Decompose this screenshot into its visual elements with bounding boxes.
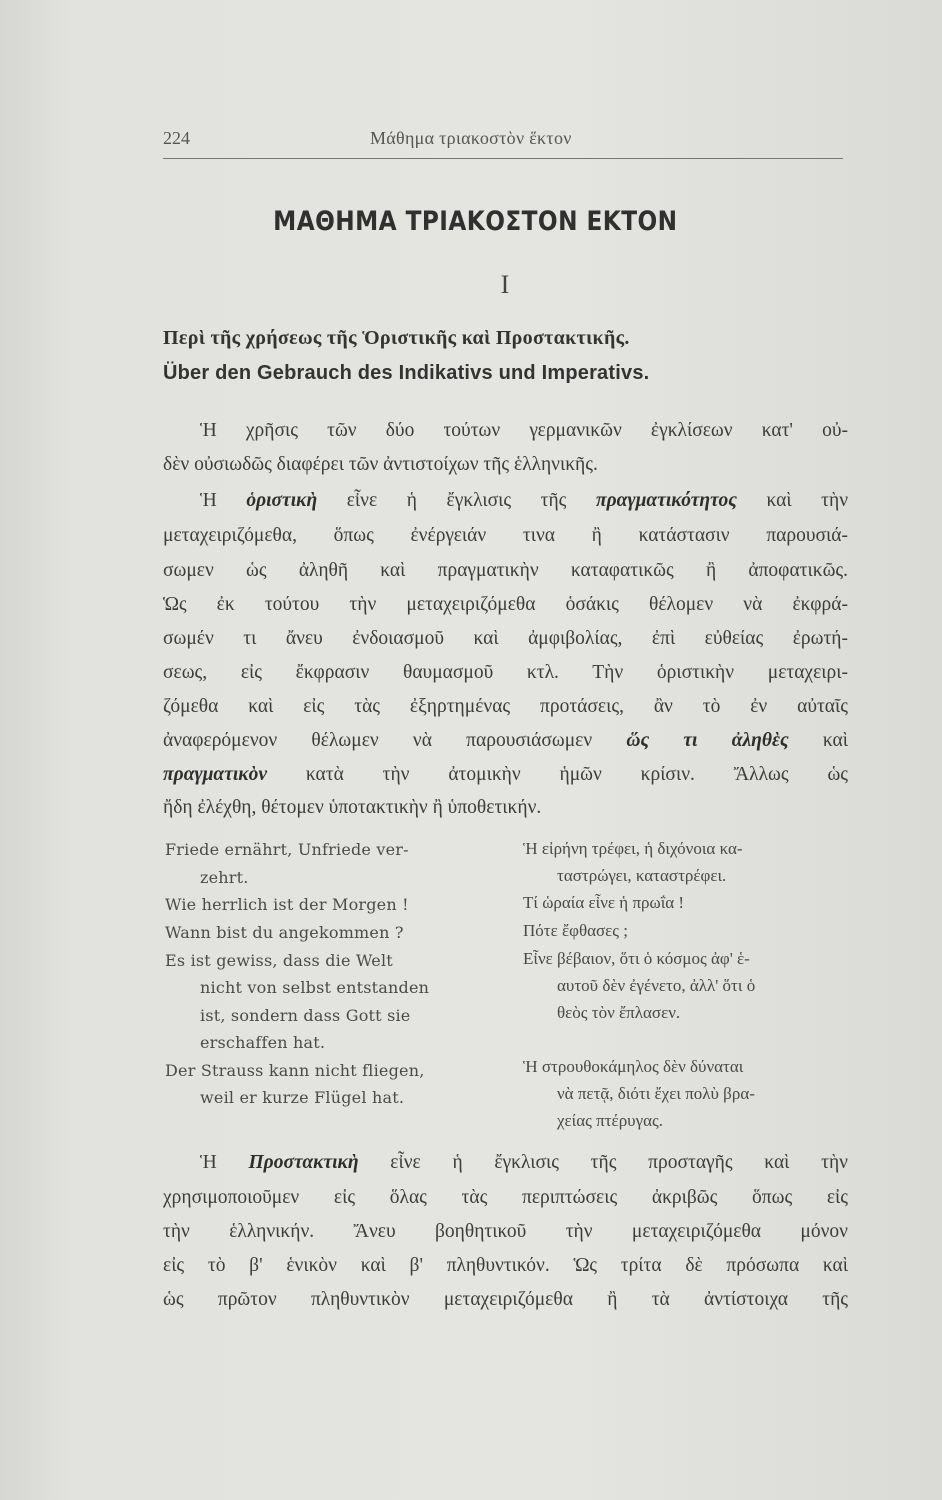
text-line	[200, 490, 848, 512]
subheading-german: Über den Gebrauch des Indikativs und Imperativs.	[163, 362, 650, 384]
subheading-greek: Περὶ τῆς χρήσεως τῆς Ὁριστικῆς καὶ Προστακτικῆς.	[163, 327, 630, 349]
example-german-line: ist, sondern dass Gott sie	[200, 1006, 411, 1025]
example-german-line: erschaffen hat.	[200, 1033, 326, 1052]
text-line: Ἡ χρῆσις τῶν δύο τούτων γερμανικῶν ἐγκλίσεων κατ' οὐ-	[200, 420, 848, 441]
text-line: δὲν οὐσιωδῶς διαφέρει τῶν ἀντιστοίχων τῆς ἑλληνικῆς.	[163, 454, 598, 475]
example-greek-line: Ἡ στρουθοκάμηλος δὲν δύναται	[523, 1057, 744, 1076]
text-line: τὴν ἑλληνικήν. Ἄνευ βοηθητικοῦ τὴν μεταχειριζόμεθα μόνον	[163, 1221, 848, 1242]
example-greek-line: Πότε ἔφθασες ;	[523, 921, 629, 940]
text-line: εἰς τὸ β' ἑνικὸν καὶ β' πληθυντικόν. Ὡς τρίτα δὲ πρόσωπα καὶ	[163, 1255, 848, 1276]
example-german-line: zehrt.	[200, 868, 249, 887]
text-line	[163, 764, 848, 786]
text-line	[200, 1152, 848, 1174]
example-german-line: Friede ernährt, Unfriede ver-	[165, 840, 409, 859]
example-greek-line: Ἡ εἰρήνη τρέφει, ἡ διχόνοια κα-	[523, 839, 743, 858]
text-run: καὶ	[788, 730, 849, 751]
text-line: μεταχειριζόμεθα, ὅπως ἐνέργειάν τινα ἢ κατάστασιν παρουσιά-	[163, 525, 848, 546]
text-line: σωμέν τι ἄνευ ἐνδοιασμοῦ καὶ ἀμφιβολίας, ἐπὶ εὐθείας ἐρωτή-	[163, 628, 848, 649]
example-greek-line: Εἶνε βέβαιον, ὅτι ὁ κόσμος ἀφ' ἑ-	[523, 949, 750, 968]
example-german-line: Wie herrlich ist der Morgen !	[165, 895, 409, 914]
page-number: 224	[163, 128, 190, 148]
text-run: Ἡ	[200, 1152, 249, 1173]
example-german-line: weil er kurze Flügel hat.	[200, 1088, 405, 1107]
text-run: εἶνε ἡ ἔγκλισις τῆς προσταγῆς καὶ τὴν	[358, 1152, 848, 1173]
text-run: κατὰ τὴν ἀτομικὴν ἡμῶν κρίσιν. Ἄλλως ὡς	[267, 764, 848, 785]
example-greek-line: χείας πτέρυγας.	[557, 1111, 664, 1130]
example-german-line: Der Strauss kann nicht fliegen,	[165, 1061, 425, 1080]
example-greek-line: ταστρώγει, καταστρέφει.	[557, 866, 727, 885]
term-oristiki: ὁριστικὴ	[246, 490, 318, 511]
text-line: ὡς πρῶτον πληθυντικὸν μεταχειριζόμεθα ἢ τὰ ἀντίστοιχα τῆς	[163, 1289, 848, 1310]
running-header	[163, 128, 843, 159]
text-line: ἤδη ἐλέχθη, θέτομεν ὑποτακτικὴν ἢ ὑποθετικήν.	[163, 797, 542, 818]
text-line: σωμεν ὡς ἀληθῆ καὶ πραγματικὴν καταφατικῶς ἢ ἀποφατικῶς.	[163, 560, 848, 581]
example-german-line: Es ist gewiss, dass die Welt	[165, 951, 393, 970]
example-german-line: Wann bist du angekommen ?	[165, 923, 404, 942]
chapter-title: ΜΑΘΗΜΑ ΤΡΙΑΚΟΣΤΟΝ ΕΚΤΟΝ	[273, 206, 678, 237]
text-run: καὶ τὴν	[736, 490, 849, 511]
term-pragmatikotitos: πραγματικότητος	[595, 490, 737, 511]
example-greek-line: νὰ πετᾷ, διότι ἔχει πολὺ βρα-	[557, 1084, 755, 1103]
example-greek-line: Τί ὡραία εἶνε ἡ πρωΐα !	[523, 893, 685, 912]
term-pragmatikon: πραγματικὸν	[163, 764, 268, 785]
example-greek-line: αυτοῦ δὲν ἐγένετο, ἀλλ' ὅτι ὁ	[557, 976, 756, 995]
section-number: I	[500, 270, 510, 299]
text-run: Ἡ	[200, 490, 247, 511]
example-greek-line: θεὸς τὸν ἔπλασεν.	[557, 1003, 681, 1022]
term-os-ti-alithes: ὥς τι ἀληθὲς	[626, 730, 789, 751]
text-line: Ὡς ἐκ τούτου τὴν μεταχειριζόμεθα ὁσάκις θέλομεν νὰ ἐκφρά-	[163, 594, 848, 615]
text-line: ζόμεθα καὶ εἰς τὰς ἐξηρτημένας προτάσεις, ἂν τὸ ἐν αὐταῖς	[163, 696, 848, 717]
text-line: σεως, εἰς ἔκφρασιν θαυμασμοῦ κτλ. Τὴν ὁριστικὴν μεταχειρι-	[163, 662, 848, 683]
text-line: χρησιμοποιοῦμεν εἰς ὅλας τὰς περιπτώσεις ἀκριβῶς ὅπως εἰς	[163, 1187, 848, 1208]
text-run: ἀναφερόμενον θέλωμεν νὰ παρουσιάσωμεν	[163, 730, 627, 751]
text-run: εἶνε ἡ ἔγκλισις τῆς	[317, 490, 596, 511]
text-line	[163, 730, 848, 752]
example-german-line: nicht von selbst entstanden	[200, 978, 430, 997]
running-title: Μάθημα τριακοστὸν ἕκτον	[370, 128, 572, 148]
term-prostaktiki: Προστακτικὴ	[248, 1152, 359, 1173]
